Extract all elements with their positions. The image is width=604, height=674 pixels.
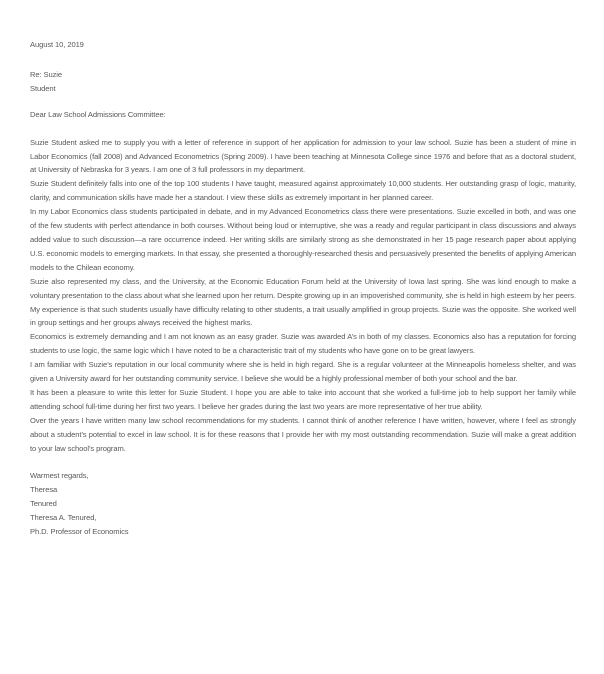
paragraph: Suzie Student definitely falls into one of the top 100 students I have taught, measured against approximately 10,000 students. Her outstanding grasp of logic, maturity, clarity, and communication skills have made her a standout. I view these skills as extremely important in her planned career. (30, 179, 576, 203)
paragraph: Suzie also represented my class, and the University, at the Economic Education Forum held at the University of Iowa last spring. She was kind enough to make a voluntary presentation to the class about what she learned upon her return. Despite growing up in an impoverished community, she is held in high esteem by her peers. My experience is that such students usually have difficulty relating to other students, a trait usually amplified in group projects. Suzie was the opposite. She worked well in group settings and her groups always received the highest marks. (30, 276, 576, 328)
paragraph: Over the years I have written many law school recommendations for my students. I cannot think of another reference I have written, however, where I feel as strongly about a student’s potential to excel in law school. It is for these reasons that I provide her with my most outstanding recommendation. Suzie will make a great addition to your law school’s program. (30, 415, 576, 453)
paragraph: It has been a pleasure to write this letter for Suzie Student. I hope you are able to take into account that she worked a full-time job to help support her family while attending school full-time during her first two years. I believe her grades during the last two years are more representative of her true ability. (30, 387, 576, 411)
letter-date: August 10, 2019 (30, 40, 84, 49)
signature-line: Theresa A. Tenured, (30, 513, 97, 523)
re-line-continued: Student (30, 83, 56, 93)
salutation: Dear Law School Admissions Committee: (30, 109, 166, 119)
signature-line: Theresa (30, 485, 58, 495)
re-block (30, 68, 576, 96)
paragraph: Economics is extremely demanding and I am not known as an easy grader. Suzie was awarded A’s in both of my classes. Economics also has a reputation for forcing students to use logic, the same logic which I have noted to be a characteristic trait of my students who have gone on to be great lawyers. (30, 332, 576, 356)
paragraph: In my Labor Economics class students participated in debate, and in my Advanced Econometrics class there were presentations. Suzie excelled in both, and was one of the few students with perfect attendance in both courses. Without being loud or interruptive, she was a ready and regular participant in class discussions and always added value to such discussion—a rare occurrence indeed. Her writing skills are similarly strong as she demonstrated in her 15 page research paper about applying U.S. economic models to emerging markets. In that essay, she presented a thoroughly-researched thesis and persuasively presented the benefits of applying American models to the Chilean economy. (30, 207, 576, 272)
signature-block (30, 483, 576, 539)
closing: Warmest regards, (30, 471, 89, 481)
signature-line: Tenured (30, 499, 57, 509)
paragraph: I am familiar with Suzie’s reputation in our local community where she is held in high regard. She is a regular volunteer at the Minneapolis homeless shelter, and was given a University award for her outstanding community service. I believe she would be a highly professional member of both your school and the bar. (30, 360, 576, 384)
letter-body (30, 136, 576, 456)
signature-line: Ph.D. Professor of Economics (30, 527, 129, 537)
paragraph: Suzie Student asked me to supply you with a letter of reference in support of her application for admission to your law school. Suzie has been a student of mine in Labor Economics (fall 2008) and Advanced Econometrics (Spring 2009). I have been teaching at Minnesota College since 1976 and before that as a doctoral student, at University of Nebraska for 3 years. I am one of 3 full professors in my department. (30, 137, 576, 175)
re-line: Re: Suzie (30, 69, 63, 79)
